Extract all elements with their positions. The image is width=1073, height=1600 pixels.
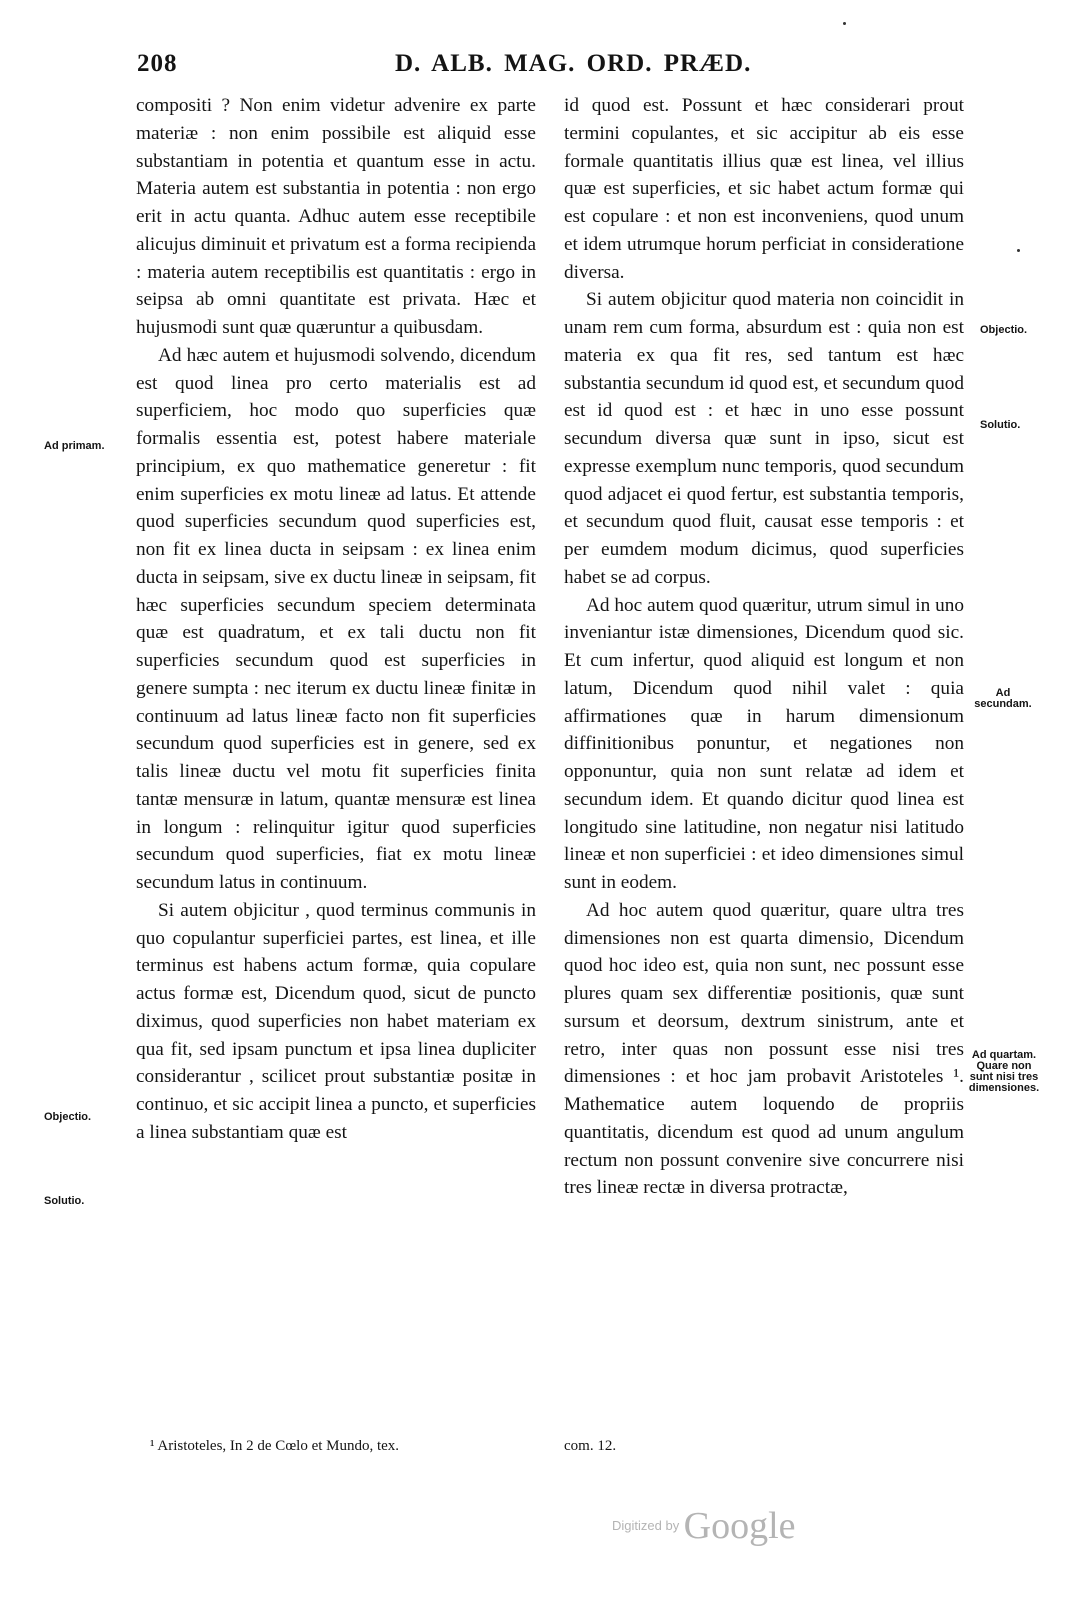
google-logo: Google [683, 1505, 796, 1547]
paragraph: compositi ? Non enim videtur advenire ex parte materiæ : non enim possibile est aliquid esse substantiam in potentia et quantum esse in actu. Materia autem est substantia in potentia : non ergo erit in actu quanta. Adhuc autem esse receptibile alicujus diminuit et privatum est a forma recipienda : materia autem receptibilis est quantitatis : ergo in seipsa ab omni quantitate est privata. Hæc et hujusmodi sunt quæ quæruntur a quibusdam. [136, 95, 536, 338]
margin-note-ad-secundam: Ad secundam. [974, 687, 1032, 710]
paragraph: Ad hoc autem quod quæritur, quare ultra tres dimensiones non est quarta dimensio, Dicendum quod hoc ideo est, quia non sunt, nec possunt esse plures quam sex differentiæ positionis, quæ sunt sursum et deorsum, dextrum sinistrum, ante et retro, inter quas non possunt esse nisi tres dimensiones : et hoc jam probavit Aristoteles ¹. Mathematice autem loquendo de propriis quantitatis, dicendum est quod ad unum angulum rectum non possunt convenire sive concurrere nisi tres lineæ rectæ in diversa protractæ, [564, 899, 964, 1199]
footnote-right: com. 12. [564, 1438, 617, 1454]
right-column [564, 92, 964, 1202]
footnote-left: ¹ Aristoteles, In 2 de Cœlo et Mundo, tex. [150, 1438, 400, 1454]
margin-note-objectio: Objectio. [44, 1111, 92, 1123]
scan-speck [1017, 249, 1020, 252]
running-head: D. ALB. MAG. ORD. PRÆD. [395, 50, 752, 77]
paragraph: id quod est. Possunt et hæc considerari prout termini copulantes, et sic accipitur ab eis esse formale quantitatis illius quæ est linea, vel illius quæ est superficies, et sic habet actum formæ qui est copulare : et non est inconveniens, quod unum et idem utrumque horum perficiat in consideratione diversa. [564, 95, 964, 283]
margin-note-solutio: Solutio. [44, 1195, 85, 1207]
page-number: 208 [137, 50, 178, 77]
paragraph: Ad hæc autem et hujusmodi solvendo, dicendum est quod linea pro certo materialis est ad superficiem, hoc modo quo superficies quæ formalis essentia est, potest habere materiale principium, ex quo mathematice generetur : fit enim superficies ex motu lineæ ad latus. Et attende quod superficies secundum quod superficies est, non fit ex linea ducta in seipsam : ex linea enim ducta in seipsam, sive ex ductu lineæ in seipsam, fit hæc superficies secundum speciem determinata quæ est quadratum, et ex tali ductu non fit superficies secundum quod est superficies in genere sumpta : nec iterum ex ductu lineæ finitæ in continuum ad latus lineæ facto non fit superficies secundum quod superficies est in genere, sed ex talis lineæ ductu vel motu fit superficies finita tantæ mensuræ in latum, quantæ mensuræ est linea in longum : relinquitur igitur quod superficies secundum quod superficies, fiat ex motu lineæ secundum latus in continuum. [136, 344, 537, 893]
paragraph: Ad hoc autem quod quæritur, utrum simul in uno inveniantur istæ dimensiones, Dicendum quod sic. Et cum infertur, quod aliquid est longum et non latum, Dicendum quod nihil valet : quia affirmationes quæ in harum dimensionum diffinitionibus ponuntur, et negationes non opponuntur, quia non sunt relatæ ad idem et secundum idem. Et quando dicitur quod linea est longitudo sine latitudine, non negatur nisi latitudo lineæ et non superficiei : et ideo dimensiones simul sunt in eodem. [564, 594, 964, 893]
margin-note-objectio-right: Objectio. [980, 324, 1028, 336]
margin-note-ad-primam: Ad primam. [44, 440, 105, 452]
google-watermark [612, 1504, 796, 1548]
paragraph: Si autem objicitur quod materia non coincidit in unam rem cum forma, absurdum est : quia non est materia ex qua fit res, sed tantum est hæc substantia secundum id quod est, et secundum quod est id quod est : et hæc in uno esse possunt secundum diversa quæ sunt in ipso, sicut est expresse exemplum nunc temporis, quod secundum quod adjacet ei quod fertur, est substantia temporis, et secundum quod fluit, causat esse temporis : et per eumdem modum dicimus, quod superficies habet se ad corpus. [564, 289, 964, 588]
left-column [136, 92, 536, 1147]
paragraph: Si autem objicitur , quod terminus communis in quo copulantur superficiei partes, est linea, et ille terminus est habens actum formæ, quia copulare actus formæ est, Dicendum quod, sicut de puncto diximus, quod superficies non habet materiam ex qua fit, sed ipsam punctum et ipsa linea dupliciter considerantur , scilicet prout substantiæ positæ in continuo, et sic accipit linea a puncto, et superficies a linea substantiam quæ est [136, 899, 536, 1143]
scan-speck [843, 22, 846, 25]
watermark-prefix: Digitized by [612, 1518, 680, 1533]
margin-note-ad-quartam: Ad quartam. Quare non sunt nisi tres dimensiones. [968, 1049, 1040, 1094]
margin-note-solutio-right: Solutio. [980, 419, 1021, 431]
